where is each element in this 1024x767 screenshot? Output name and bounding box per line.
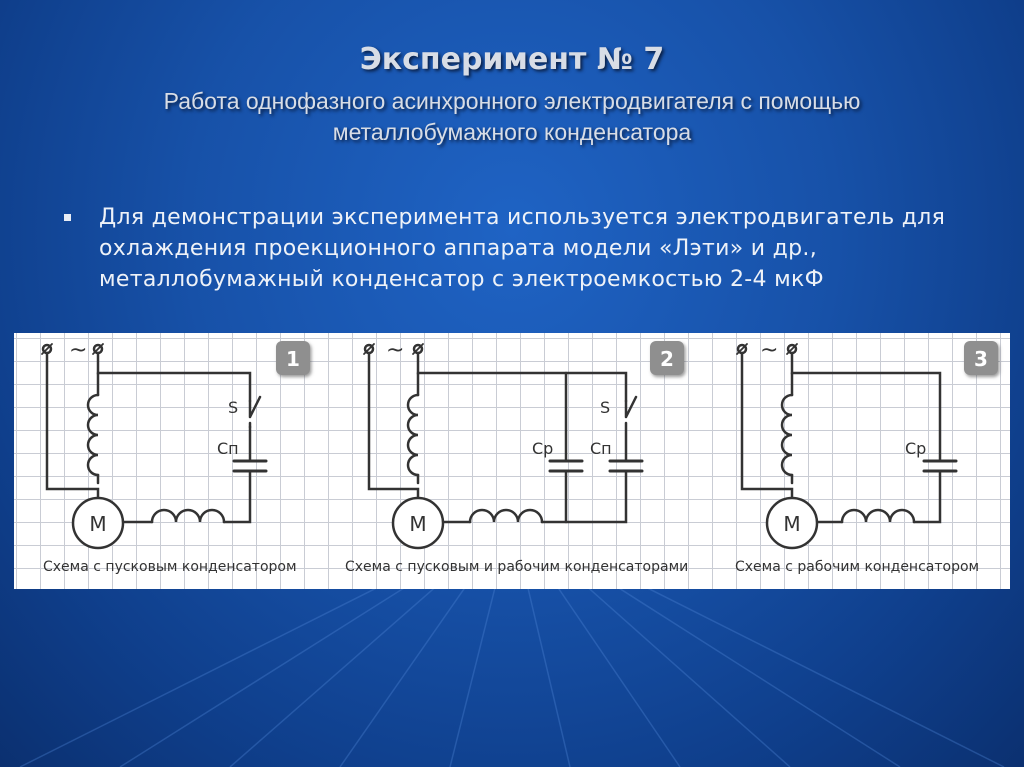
slide-title: Эксперимент № 7: [359, 42, 665, 77]
main-winding-coil-icon: [88, 395, 98, 475]
circuit-diagrams-panel: [14, 333, 1010, 589]
ac-symbol: ~: [69, 338, 88, 363]
run-capacitor-icon: [924, 461, 956, 471]
switch-label: S: [600, 398, 611, 417]
caption-2: Схема с пусковым и рабочим конденсаторами: [345, 559, 689, 575]
aux-winding-coil-icon: [470, 510, 542, 522]
start-capacitor-icon: [234, 461, 266, 471]
bullet-square-icon: [64, 214, 71, 221]
motor-label: M: [783, 512, 801, 536]
start-capacitor-icon: [610, 461, 642, 471]
badge-1-number: 1: [286, 347, 300, 371]
start-capacitor-label: Сп: [217, 439, 239, 458]
main-winding-coil-icon: [408, 395, 418, 475]
badge-3-number: 3: [974, 347, 988, 371]
run-capacitor-label: Ср: [532, 439, 554, 458]
motor-label: M: [409, 512, 427, 536]
run-capacitor-icon: [550, 461, 582, 471]
start-capacitor-label: Сп: [590, 439, 612, 458]
motor-label: M: [89, 512, 107, 536]
switch-label: S: [228, 398, 239, 417]
bullet-text: Для демонстрации эксперимента используется электродвигатель для охлаждения проекционного аппарата модели «Лэти» и др., металлобумажный конденсатор с электроемкостью 2-4 мкФ: [99, 205, 946, 292]
run-capacitor-label: Ср: [905, 439, 927, 458]
aux-winding-coil-icon: [842, 510, 914, 522]
circuit-diagrams: [14, 333, 1010, 589]
switch-icon: [250, 397, 260, 427]
slide-subtitle: Работа однофазного асинхронного электродвигателя с помощью металлобумажного конденсатора: [163, 88, 861, 145]
aux-winding-coil-icon: [152, 510, 224, 522]
badge-2-number: 2: [660, 347, 674, 371]
ac-symbol: ~: [760, 338, 779, 363]
caption-3: Схема с рабочим конденсатором: [735, 559, 980, 575]
main-winding-coil-icon: [782, 395, 792, 475]
switch-icon: [626, 397, 636, 417]
caption-1: Схема с пусковым конденсатором: [43, 559, 297, 575]
ac-symbol: ~: [386, 338, 405, 363]
